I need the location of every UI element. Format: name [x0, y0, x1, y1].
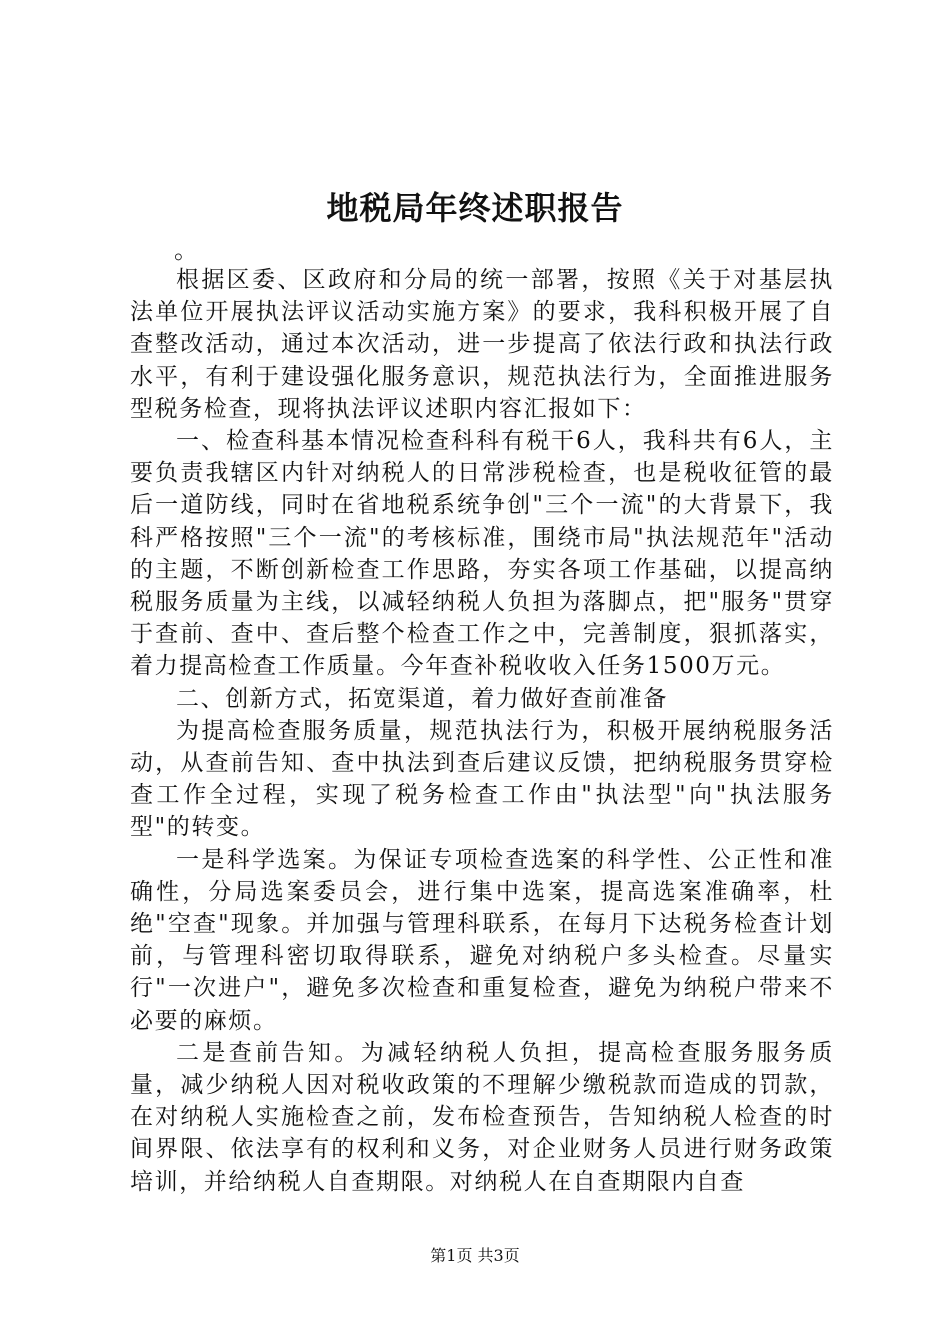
document-body	[130, 264, 834, 1198]
paragraph-pre-check-notice: 二是查前告知。为减轻纳税人负担，提高检查服务服务质量，减少纳税人因对税收政策的不理解少缴税款而造成的罚款，在对纳税人实施检查之前，发布检查预告，告知纳税人检查的时间界限、依法享有的权利和义务，对企业财务人员进行财务政策培训，并给纳税人自查期限。对纳税人在自查期限内自查	[130, 1039, 834, 1195]
paragraph-section-2-body: 为提高检查服务质量，规范执法行为，积极开展纳税服务活动，从查前告知、查中执法到查后建议反馈，把纳税服务贯穿检查工作全过程，实现了税务检查工作由"执法型"向"执法服务型"的转变。	[130, 717, 834, 841]
paragraph-section-2-heading: 二、创新方式，拓宽渠道，着力做好查前准备	[176, 685, 668, 712]
page-title: 地税局年终述职报告	[326, 189, 624, 227]
paragraph-section-1: 一、检查科基本情况检查科科有税干6人，我科共有6人，主要负责我辖区内针对纳税人的日常涉税检查，也是税收征管的最后一道防线，同时在省地税系统争创"三个一流"的大背景下，我科严格按照"三个一流"的考核标准，围绕市局"执法规范年"活动的主题，不断创新检查工作思路，夯实各项工作基础，以提高纳税服务质量为主线，以减轻纳税人负担为落脚点，把"服务"贯穿于查前、查中、查后整个检查工作之中，完善制度，狠抓落实，着力提高检查工作质量。今年查补税收收入任务1500万元。	[130, 428, 834, 680]
paragraph-case-selection: 一是科学选案。为保证专项检查选案的科学性、公正性和准确性，分局选案委员会，进行集中选案，提高选案准确率，杜绝"空查"现象。并加强与管理科联系，在每月下达税务检查计划前，与管理科密切取得联系，避免对纳税户多头检查。尽量实行"一次进户"，避免多次检查和重复检查，避免为纳税户带来不必要的麻烦。	[130, 846, 834, 1034]
paragraph-intro: 根据区委、区政府和分局的统一部署，按照《关于对基层执法单位开展执法评议活动实施方案》的要求，我科积极开展了自查整改活动，通过本次活动，进一步提高了依法行政和执法行政水平，有利于建设强化服务意识，规范执法行为，全面推进服务型税务检查，现将执法评议述职内容汇报如下：	[130, 267, 834, 422]
lead-mark: 。	[174, 236, 198, 264]
page-footer: 第1页 共3页	[430, 1246, 520, 1265]
